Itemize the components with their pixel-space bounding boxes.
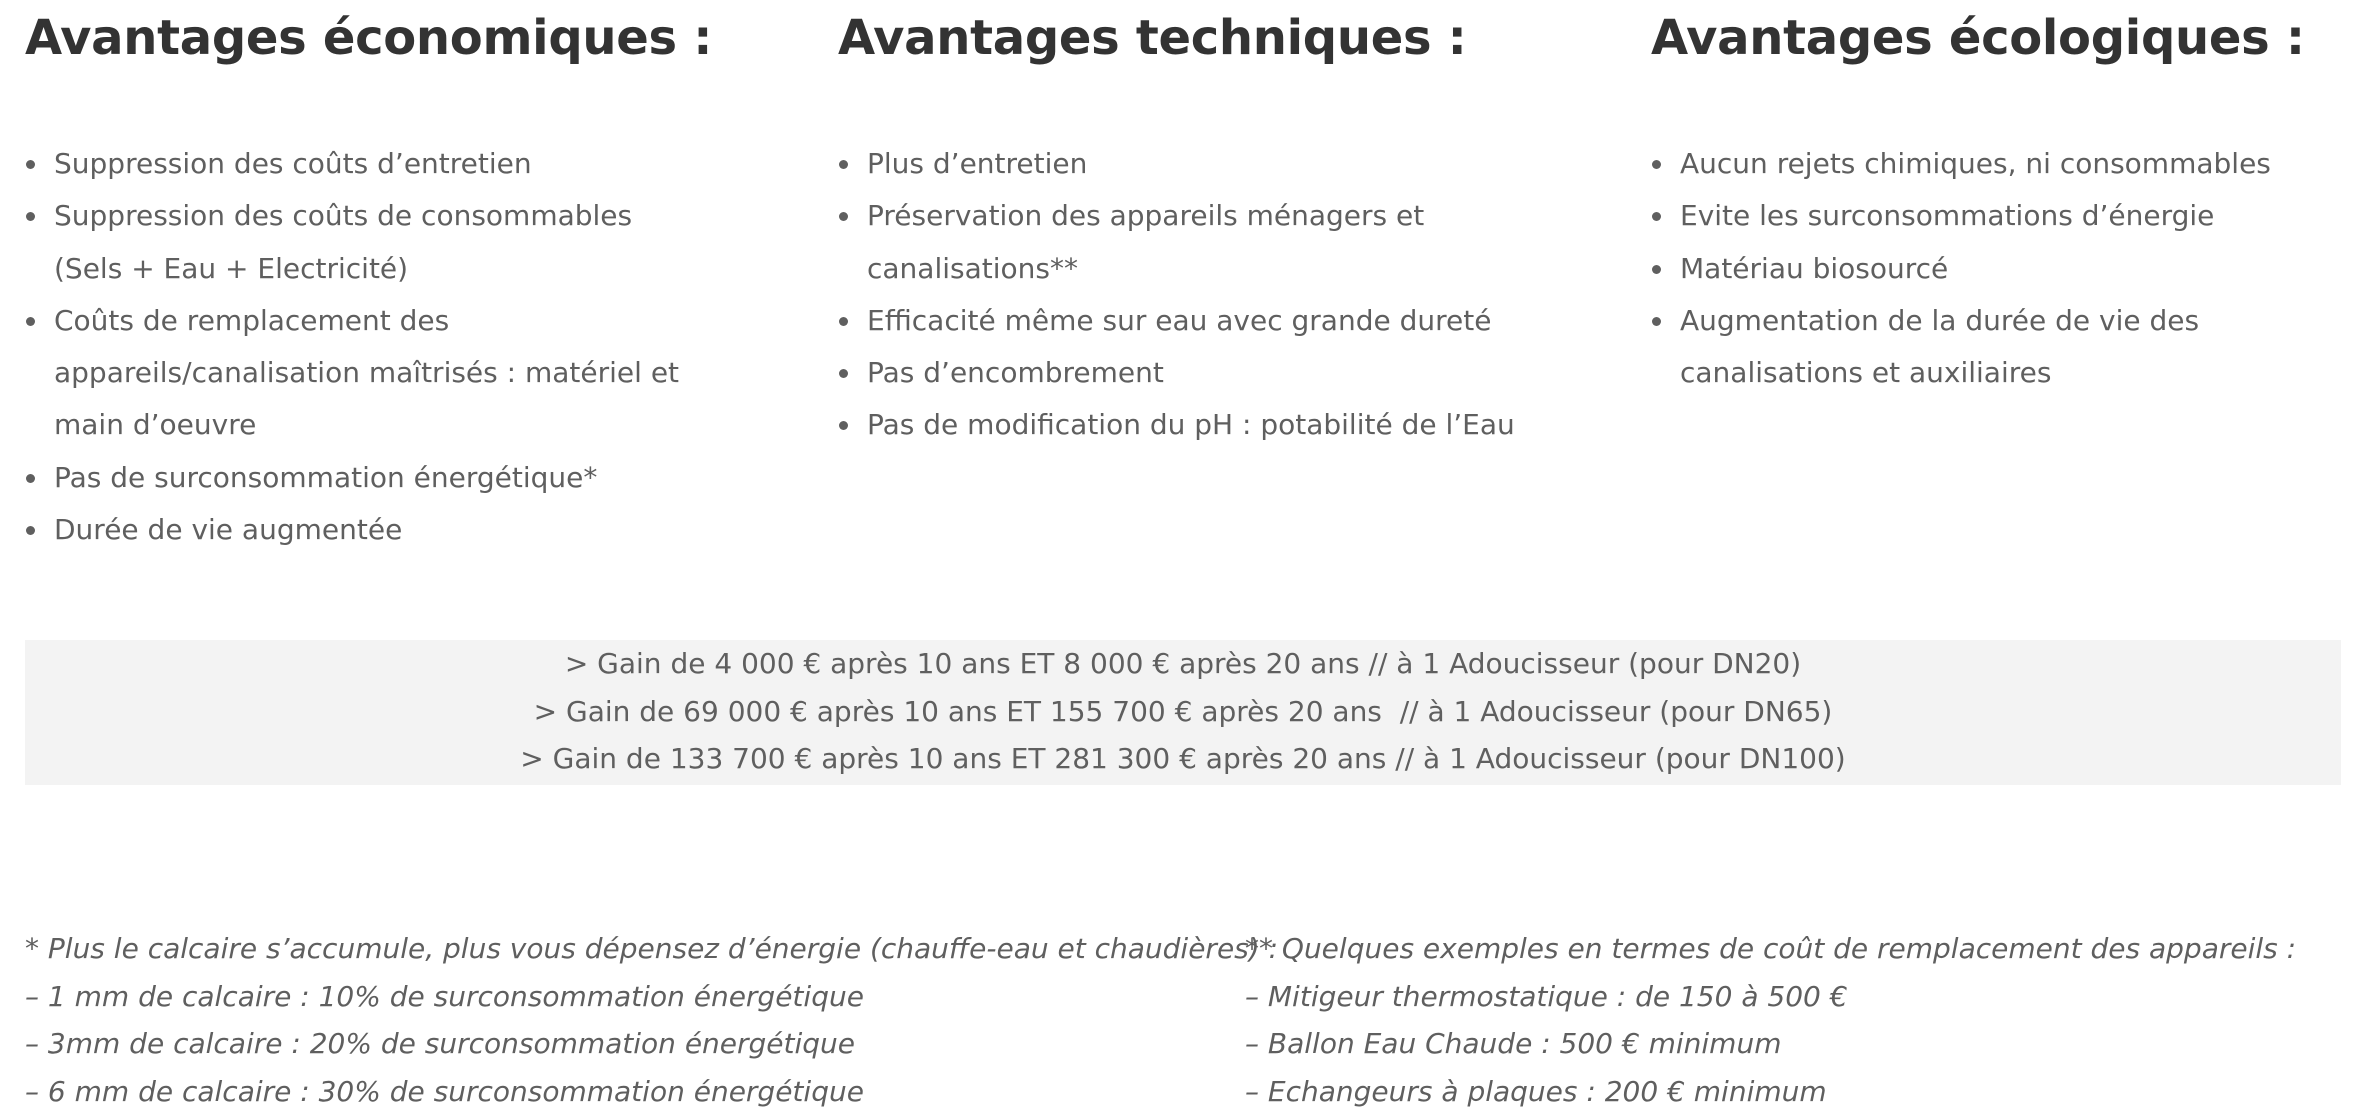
economic-advantages-list [25, 138, 745, 556]
energy-footnote [25, 925, 1279, 1115]
list-item: Préservation des appareils ménagers et canalisations** [838, 190, 1447, 295]
replacement-cost-footnote-line: – Mitigeur thermostatique : de 150 à 500 € [1245, 979, 1848, 1013]
list-item: Durée de vie augmentée [25, 504, 745, 556]
list-item: Plus d’entretien [838, 138, 1558, 190]
economic-advantages-section [25, 0, 745, 547]
technical-advantages-section [838, 0, 1558, 442]
savings-line-dn65: > Gain de 69 000 € après 10 ans ET 155 700 € après 20 ans // à 1 Adoucisseur (pour DN65) [533, 694, 1833, 728]
energy-footnote-line: – 3mm de calcaire : 20% de surconsommation énergétique [25, 1027, 856, 1060]
savings-line-dn20: > Gain de 4 000 € après 10 ans ET 8 000 € après 20 ans // à 1 Adoucisseur (pour DN20) [564, 647, 1802, 680]
energy-footnote-line: – 6 mm de calcaire : 30% de surconsommation énergétique [25, 1074, 864, 1108]
replacement-cost-footnote-line: – Ballon Eau Chaude : 500 € minimum [1245, 1027, 1782, 1060]
list-item: Suppression des coûts d’entretien [25, 138, 745, 190]
energy-footnote-intro: * Plus le calcaire s’accumule, plus vous dépensez d’énergie (chauffe-eau et chaudières) : [25, 932, 1279, 965]
ecological-advantages-heading: Avantages écologiques : [1651, 10, 2305, 66]
list-item: Matériau biosourcé [1651, 243, 2366, 295]
list-item: Pas d’encombrement [838, 347, 1558, 399]
ecological-advantages-section [1651, 0, 2366, 390]
list-item: Aucun rejets chimiques, ni consommables [1651, 138, 2366, 190]
replacement-cost-footnote [1245, 925, 2345, 1115]
list-item: Augmentation de la durée de vie des canalisations et auxiliaires [1651, 295, 2366, 400]
ecological-advantages-list [1651, 138, 2366, 399]
technical-advantages-heading: Avantages techniques : [838, 10, 1467, 66]
list-item: Evite les surconsommations d’énergie [1651, 190, 2366, 242]
savings-highlight-box [25, 640, 2341, 785]
list-item: Pas de modification du pH : potabilité de l’Eau [838, 399, 1558, 451]
list-item: Coûts de remplacement des appareils/canalisation maîtrisés : matériel et main d’oeuvre [25, 295, 744, 452]
savings-line-dn100: > Gain de 133 700 € après 10 ans ET 281 300 € après 20 ans // à 1 Adoucisseur (pour DN100) [520, 742, 1846, 775]
advantages-columns [25, 0, 2341, 580]
replacement-cost-footnote-intro: ** Quelques exemples en termes de coût de remplacement des appareils : [1245, 932, 2297, 965]
economic-advantages-heading: Avantages économiques : [25, 10, 713, 66]
replacement-cost-footnote-line: – Echangeurs à plaques : 200 € minimum [1245, 1074, 1827, 1108]
technical-advantages-list [838, 138, 1558, 452]
list-item: Suppression des coûts de consommables (Sels + Eau + Electricité) [25, 190, 654, 295]
list-item: Efficacité même sur eau avec grande dureté [838, 295, 1558, 347]
energy-footnote-line: – 1 mm de calcaire : 10% de surconsommation énergétique [25, 979, 864, 1013]
list-item: Pas de surconsommation énergétique* [25, 452, 745, 504]
